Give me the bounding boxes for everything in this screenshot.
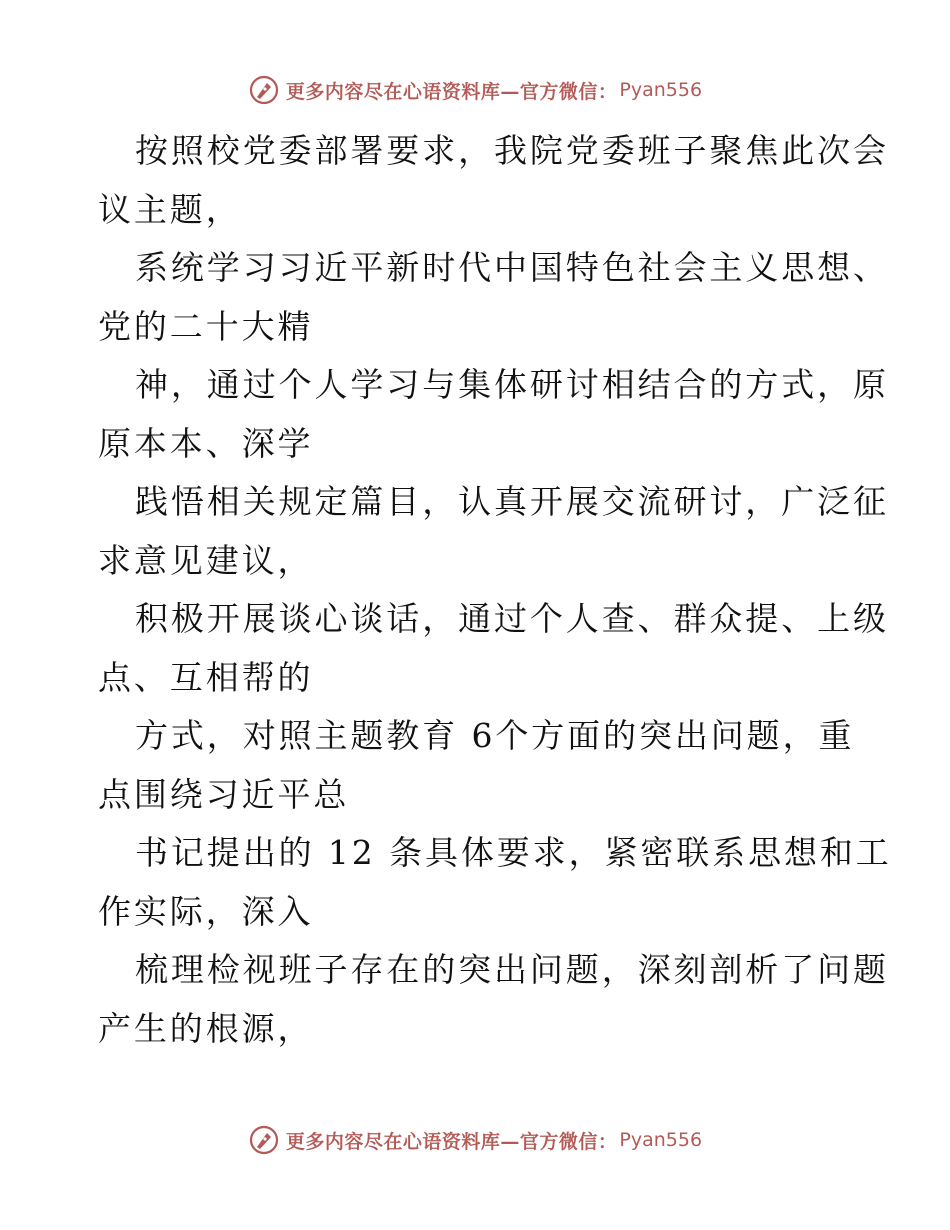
paragraph-line: 践悟相关规定篇目，认真开展交流研讨，广泛征 (135, 482, 889, 521)
footer-watermark (0, 1120, 950, 1160)
paragraph-line: 积极开展谈心谈话，通过个人查、群众提、上级 (135, 599, 889, 638)
paragraph (98, 941, 889, 1058)
pen-nib-logo-icon (248, 1124, 280, 1156)
paragraph (98, 356, 889, 473)
paragraph (98, 122, 889, 239)
paragraph-line: 点、互相帮的 (98, 657, 314, 697)
paragraph-line: 神，通过个人学习与集体研讨相结合的方式，原 (135, 365, 889, 404)
paragraph (98, 590, 889, 707)
paragraph-line: 原本本、深学 (98, 423, 314, 463)
paragraph-line: 产生的根源， (98, 1008, 314, 1048)
pen-nib-logo-icon (248, 74, 280, 106)
paragraph (98, 824, 892, 941)
paragraph-line: 议主题， (98, 189, 242, 229)
watermark-text: 更多内容尽在心语资料库—官方微信： (285, 1130, 618, 1153)
paragraph (98, 473, 889, 590)
paragraph-line: 作实际，深入 (98, 891, 314, 931)
document-body (98, 122, 892, 1058)
watermark-id: Pyan556 (619, 1129, 703, 1151)
paragraph-line: 书记提出的 12 条具体要求，紧密联系思想和工 (135, 833, 892, 872)
paragraph-line: 按照校党委部署要求，我院党委班子聚焦此次会 (135, 131, 889, 170)
header-watermark (0, 70, 950, 110)
paragraph (98, 239, 889, 356)
paragraph-line: 方式，对照主题教育 6个方面的突出问题，重 (135, 716, 855, 755)
paragraph-line: 系统学习习近平新时代中国特色社会主义思想、 (135, 248, 889, 287)
paragraph-line: 求意见建议， (98, 540, 314, 580)
watermark-text: 更多内容尽在心语资料库—官方微信： (285, 80, 618, 103)
watermark-id: Pyan556 (619, 79, 703, 101)
paragraph-line: 党的二十大精 (98, 306, 314, 346)
paragraph-line: 梳理检视班子存在的突出问题，深刻剖析了问题 (135, 950, 889, 989)
paragraph-line: 点围绕习近平总 (98, 774, 350, 814)
paragraph (98, 707, 858, 824)
